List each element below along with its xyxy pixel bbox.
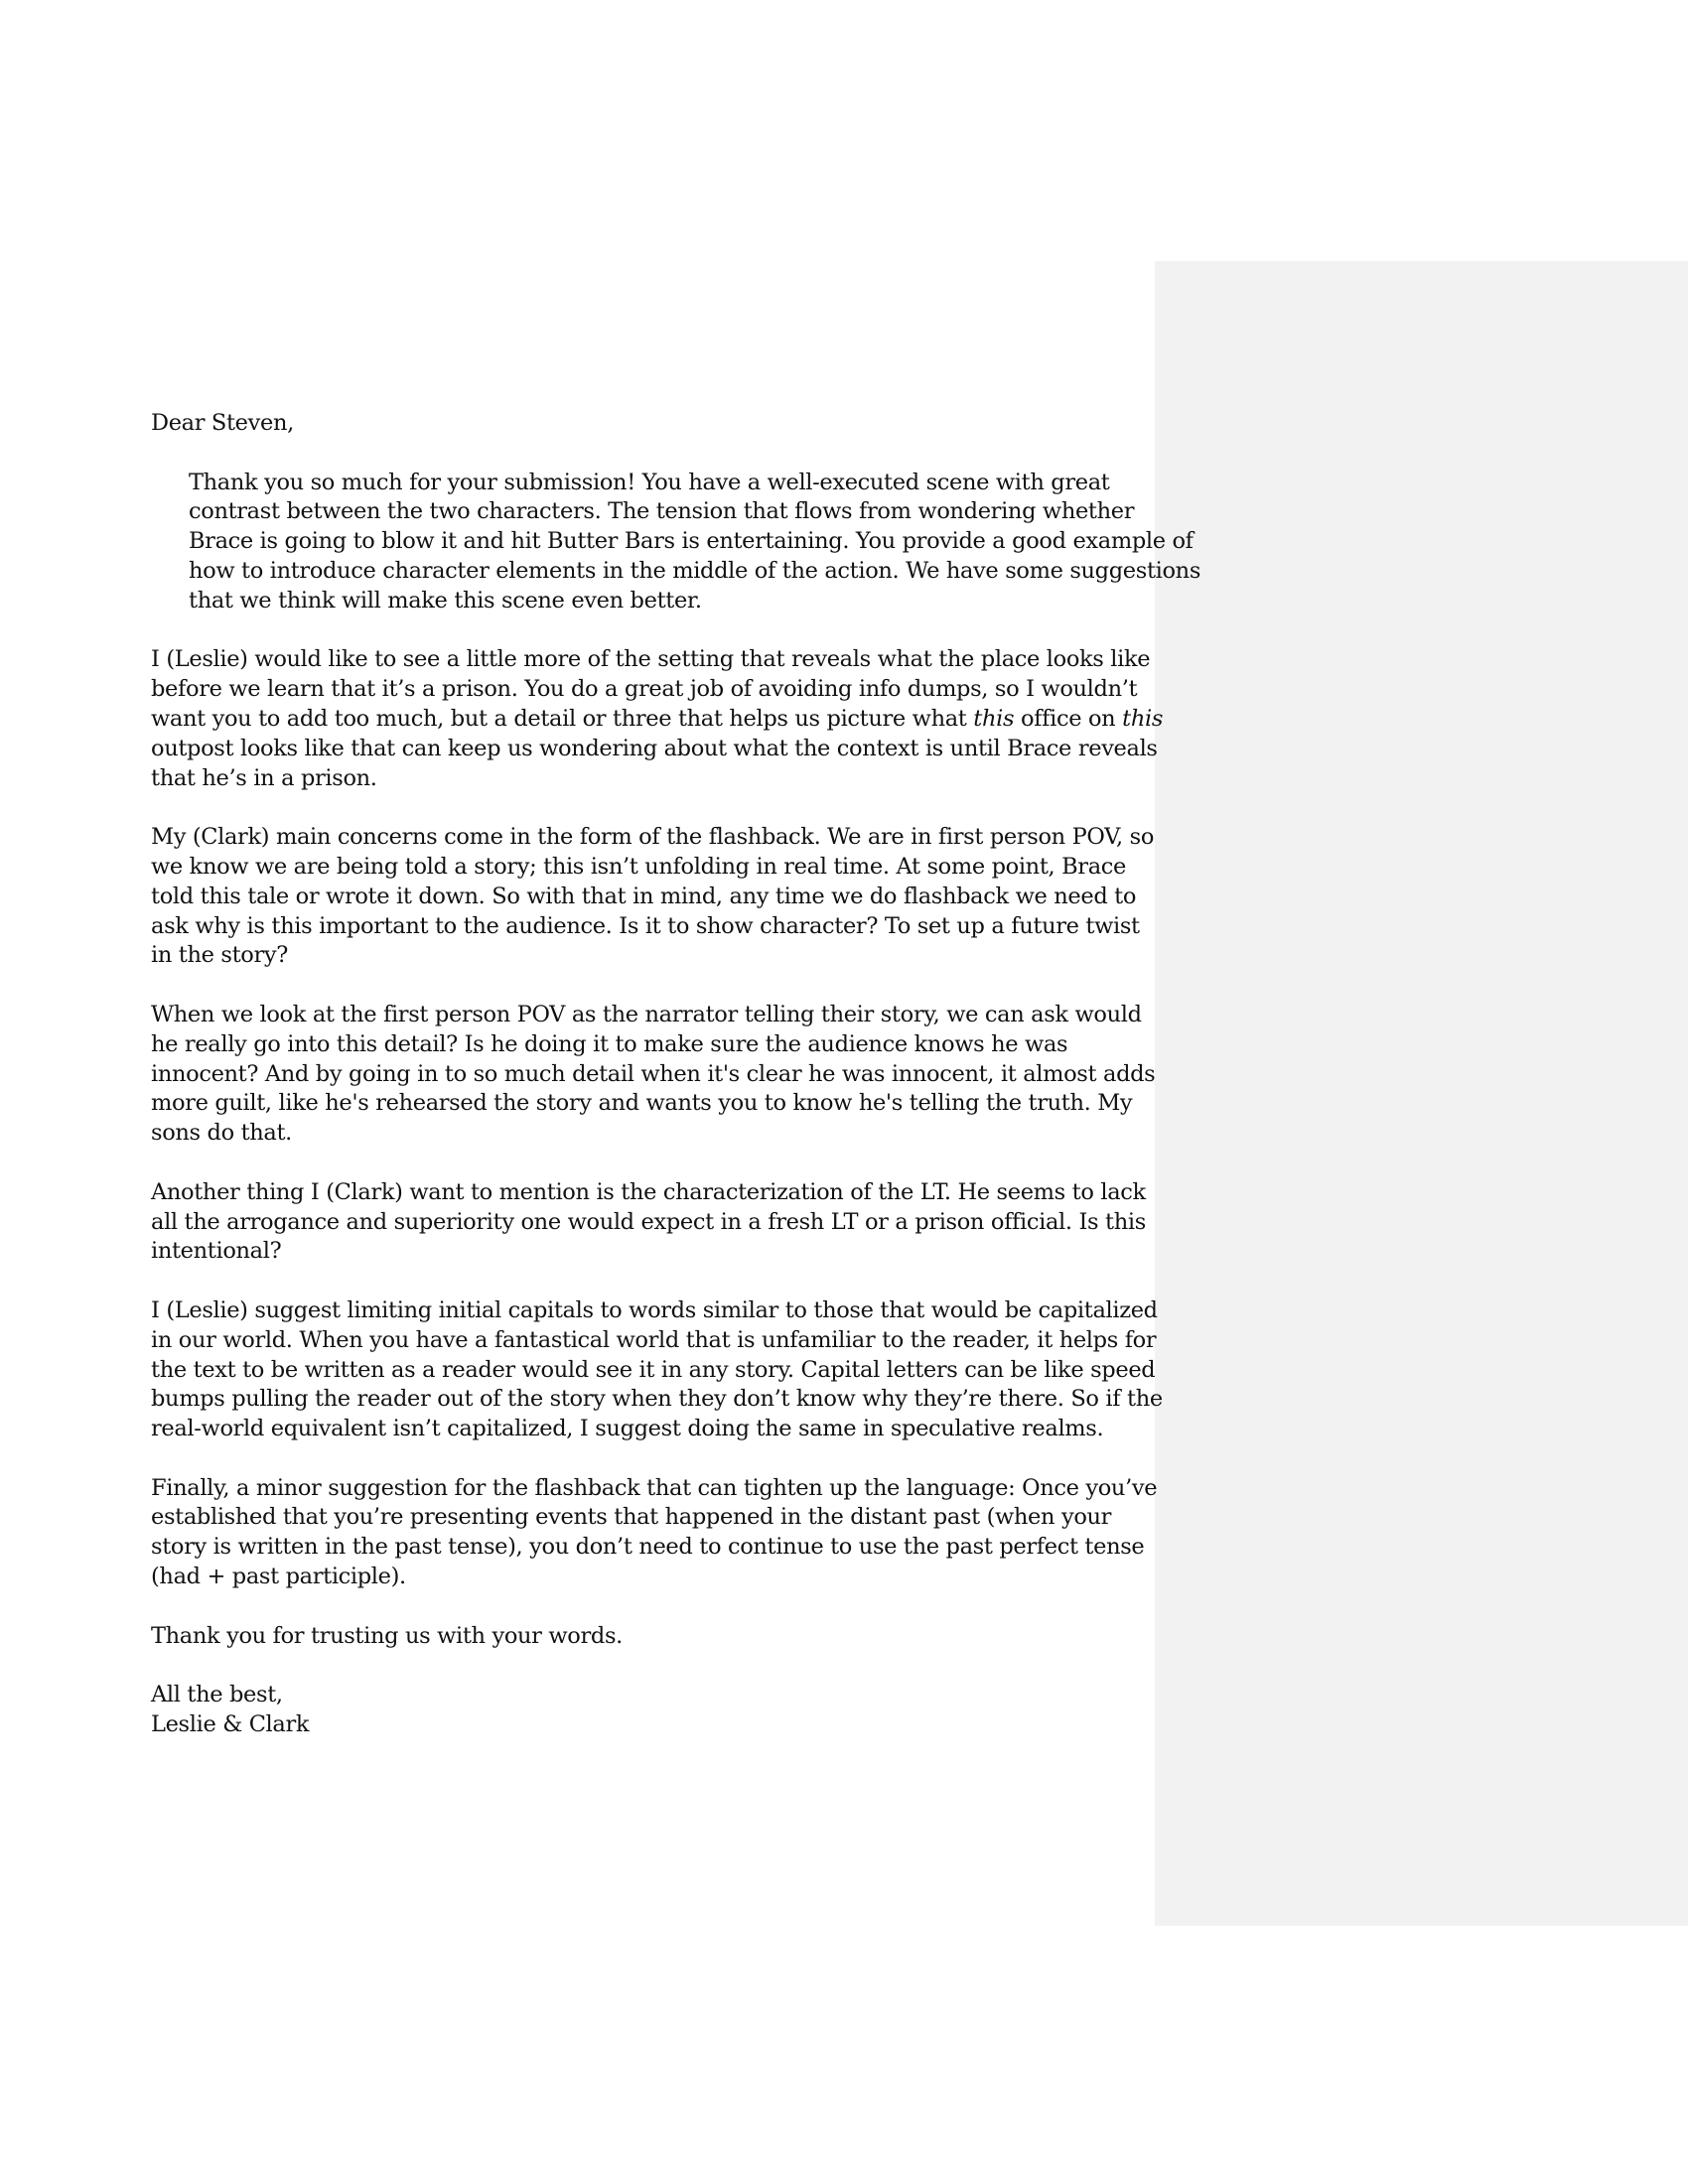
italic-text: this bbox=[1122, 705, 1164, 732]
letter-body bbox=[151, 409, 1201, 1740]
paragraph-line bbox=[151, 823, 1155, 853]
paragraph-line bbox=[151, 912, 1140, 942]
text-run: I (Leslie) suggest limiting initial capitals to words similar to those that would be capitalized bbox=[151, 1297, 1158, 1323]
paragraph-line bbox=[151, 764, 1134, 794]
letter-paragraph bbox=[151, 469, 1201, 616]
text-run: we know we are being told a story; this isn’t unfolding in real time. At some point, Brace bbox=[151, 853, 1126, 880]
comment-margin-pane bbox=[1155, 261, 1688, 1926]
text-run: the text to be written as a reader would see it in any story. Capital letters can be like speed bbox=[151, 1356, 1156, 1383]
italic-text: this bbox=[973, 705, 1015, 732]
text-run: My (Clark) main concerns come in the form of the flashback. We are in first person POV, so bbox=[151, 824, 1155, 851]
text-run: bumps pulling the reader out of the story when they don’t know why they’re there. So if the bbox=[151, 1386, 1163, 1413]
text-run: established that you’re presenting events that happened in the distant past (when your bbox=[151, 1504, 1112, 1531]
letter-paragraph bbox=[151, 1178, 1146, 1267]
text-run: When we look at the first person POV as the narrator telling their story, we can ask would bbox=[151, 1001, 1142, 1027]
letter-paragraph bbox=[151, 1001, 1156, 1149]
closing-line: All the best, bbox=[151, 1682, 283, 1708]
paragraph-line bbox=[151, 941, 1134, 971]
paragraph-line bbox=[151, 1563, 1134, 1592]
letter-paragraph bbox=[151, 1297, 1163, 1444]
paragraph-line bbox=[151, 557, 1201, 587]
paragraph-line bbox=[151, 1326, 1157, 1356]
text-run: want you to add too much, but a detail or three that helps us picture what bbox=[151, 705, 974, 732]
paragraph-line bbox=[151, 1178, 1146, 1208]
text-run: that we think will make this scene even better. bbox=[189, 587, 702, 614]
text-run: office on bbox=[1014, 705, 1123, 732]
paragraph-line bbox=[151, 527, 1194, 557]
paragraph-line bbox=[151, 1385, 1163, 1415]
salutation: Dear Steven, bbox=[151, 410, 294, 436]
paragraph-line bbox=[151, 1356, 1156, 1386]
text-run: all the arrogance and superiority one would expect in a fresh LT or a prison official. Is this bbox=[151, 1208, 1146, 1235]
text-run: story is written in the past tense), you don’t need to continue to use the past perfect tense bbox=[151, 1534, 1145, 1561]
text-run: in our world. When you have a fantastical world that is unfamiliar to the reader, it helps for bbox=[151, 1326, 1157, 1353]
paragraph-line bbox=[151, 1533, 1145, 1563]
letter-paragraph bbox=[151, 823, 1155, 971]
paragraph-line bbox=[151, 1503, 1134, 1533]
text-run: before we learn that it’s a prison. You do a great job of avoiding info dumps, so I wouldn’t bbox=[151, 676, 1138, 703]
paragraph-line bbox=[151, 1089, 1134, 1119]
text-run: that he’s in a prison. bbox=[151, 764, 377, 791]
paragraph-line bbox=[151, 1474, 1158, 1504]
text-run: (had + past participle). bbox=[151, 1564, 406, 1590]
paragraph-line bbox=[151, 1237, 1134, 1267]
letter-paragraph bbox=[151, 1622, 1134, 1652]
text-run: sons do that. bbox=[151, 1120, 292, 1147]
paragraph-line bbox=[151, 1060, 1156, 1090]
paragraph-line bbox=[151, 1001, 1142, 1030]
text-run: more guilt, like he's rehearsed the story and wants you to know he's telling the truth. My bbox=[151, 1090, 1133, 1117]
text-run: I (Leslie) would like to see a little more of the setting that reveals what the place looks like bbox=[151, 646, 1151, 673]
letter-paragraph bbox=[151, 645, 1164, 793]
letter-paragraphs bbox=[151, 469, 1201, 1652]
paragraph-line bbox=[151, 675, 1138, 705]
paragraph-line bbox=[151, 853, 1134, 883]
paragraph-line bbox=[151, 735, 1158, 764]
paragraph-line bbox=[151, 1208, 1146, 1238]
text-run: Thank you for trusting us with your words. bbox=[151, 1622, 623, 1649]
text-run: how to introduce character elements in the middle of the action. We have some suggestions bbox=[189, 557, 1201, 584]
text-run: Finally, a minor suggestion for the flashback that can tighten up the language: Once you’ve bbox=[151, 1474, 1158, 1501]
text-run: told this tale or wrote it down. So with that in mind, any time we do flashback we need to bbox=[151, 883, 1137, 909]
text-run: in the story? bbox=[151, 942, 288, 969]
paragraph-line bbox=[151, 1415, 1134, 1444]
text-run: ask why is this important to the audience. Is it to show character? To set up a future twist bbox=[151, 912, 1140, 939]
paragraph-line bbox=[151, 1622, 1134, 1652]
paragraph-line bbox=[151, 587, 1134, 616]
paragraph-line bbox=[151, 883, 1137, 912]
paragraph-line bbox=[151, 705, 1164, 735]
paragraph-line bbox=[151, 469, 1134, 498]
text-run: real-world equivalent isn’t capitalized, I suggest doing the same in speculative realms. bbox=[151, 1416, 1104, 1442]
paragraph-line bbox=[151, 1119, 1134, 1149]
text-run: outpost looks like that can keep us wondering about what the context is until Brace reveals bbox=[151, 735, 1158, 761]
letter-paragraph bbox=[151, 1474, 1158, 1592]
text-run: intentional? bbox=[151, 1238, 282, 1265]
paragraph-line bbox=[151, 1297, 1158, 1326]
paragraph-line bbox=[151, 645, 1151, 675]
text-run: Brace is going to blow it and hit Butter Bars is entertaining. You provide a good example of bbox=[189, 528, 1194, 555]
paragraph-line bbox=[151, 1030, 1134, 1060]
text-run: Thank you so much for your submission! You have a well-executed scene with great bbox=[189, 469, 1110, 495]
text-run: he really go into this detail? Is he doing it to make sure the audience knows he was bbox=[151, 1030, 1068, 1057]
text-run: Another thing I (Clark) want to mention is the characterization of the LT. He seems to lack bbox=[151, 1178, 1146, 1205]
signature: Leslie & Clark bbox=[151, 1711, 310, 1738]
text-run: innocent? And by going in to so much detail when it's clear he was innocent, it almost adds bbox=[151, 1060, 1156, 1087]
paragraph-line bbox=[151, 497, 1134, 527]
text-run: contrast between the two characters. The tension that flows from wondering whether bbox=[189, 498, 1135, 525]
